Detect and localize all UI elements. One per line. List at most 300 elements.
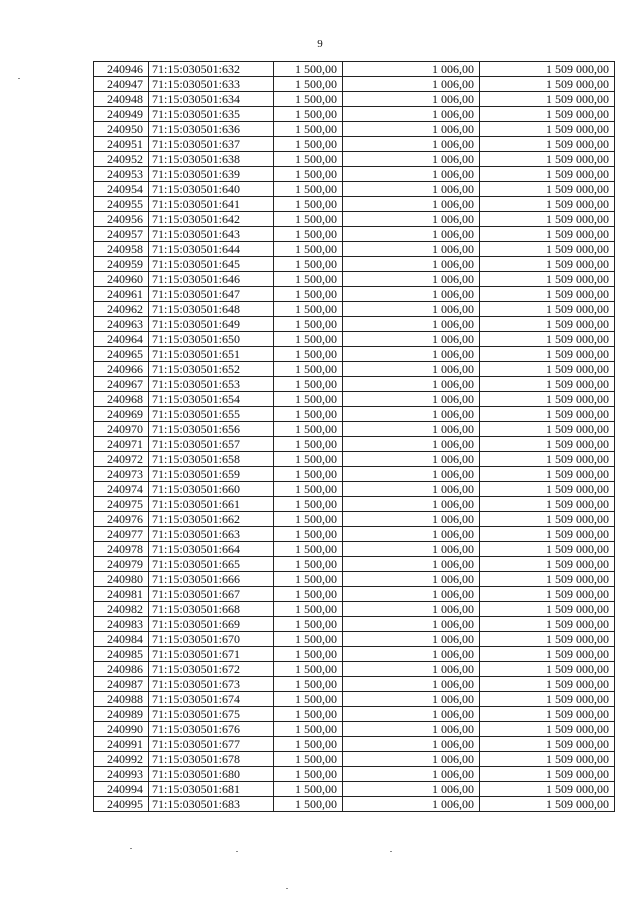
record-number-cell: 240962 bbox=[94, 302, 149, 317]
total-value-cell: 1 509 000,00 bbox=[480, 92, 615, 107]
total-value-cell: 1 509 000,00 bbox=[480, 617, 615, 632]
table-row bbox=[94, 632, 615, 647]
table-row bbox=[94, 662, 615, 677]
record-number-cell: 240976 bbox=[94, 512, 149, 527]
area-cell: 1 500,00 bbox=[274, 92, 343, 107]
table-row bbox=[94, 587, 615, 602]
cadastral-number-cell: 71:15:030501:640 bbox=[149, 182, 274, 197]
table-row bbox=[94, 197, 615, 212]
total-value-cell: 1 509 000,00 bbox=[480, 137, 615, 152]
record-number-cell: 240964 bbox=[94, 332, 149, 347]
area-cell: 1 500,00 bbox=[274, 422, 343, 437]
unit-price-cell: 1 006,00 bbox=[343, 182, 480, 197]
record-number-cell: 240959 bbox=[94, 257, 149, 272]
total-value-cell: 1 509 000,00 bbox=[480, 167, 615, 182]
area-cell: 1 500,00 bbox=[274, 227, 343, 242]
table-row bbox=[94, 602, 615, 617]
area-cell: 1 500,00 bbox=[274, 722, 343, 737]
area-cell: 1 500,00 bbox=[274, 332, 343, 347]
record-number-cell: 240965 bbox=[94, 347, 149, 362]
cadastral-number-cell: 71:15:030501:654 bbox=[149, 392, 274, 407]
area-cell: 1 500,00 bbox=[274, 557, 343, 572]
table-row bbox=[94, 242, 615, 257]
cadastral-number-cell: 71:15:030501:671 bbox=[149, 647, 274, 662]
area-cell: 1 500,00 bbox=[274, 182, 343, 197]
record-number-cell: 240953 bbox=[94, 167, 149, 182]
total-value-cell: 1 509 000,00 bbox=[480, 602, 615, 617]
total-value-cell: 1 509 000,00 bbox=[480, 782, 615, 797]
unit-price-cell: 1 006,00 bbox=[343, 737, 480, 752]
area-cell: 1 500,00 bbox=[274, 647, 343, 662]
cadastral-number-cell: 71:15:030501:683 bbox=[149, 797, 274, 812]
total-value-cell: 1 509 000,00 bbox=[480, 182, 615, 197]
record-number-cell: 240946 bbox=[94, 62, 149, 77]
total-value-cell: 1 509 000,00 bbox=[480, 122, 615, 137]
unit-price-cell: 1 006,00 bbox=[343, 317, 480, 332]
total-value-cell: 1 509 000,00 bbox=[480, 362, 615, 377]
cadastral-number-cell: 71:15:030501:665 bbox=[149, 557, 274, 572]
total-value-cell: 1 509 000,00 bbox=[480, 512, 615, 527]
record-number-cell: 240968 bbox=[94, 392, 149, 407]
table-row bbox=[94, 767, 615, 782]
total-value-cell: 1 509 000,00 bbox=[480, 212, 615, 227]
area-cell: 1 500,00 bbox=[274, 602, 343, 617]
unit-price-cell: 1 006,00 bbox=[343, 512, 480, 527]
table-row bbox=[94, 377, 615, 392]
total-value-cell: 1 509 000,00 bbox=[480, 452, 615, 467]
cadastral-number-cell: 71:15:030501:632 bbox=[149, 62, 274, 77]
area-cell: 1 500,00 bbox=[274, 512, 343, 527]
cadastral-number-cell: 71:15:030501:639 bbox=[149, 167, 274, 182]
table-row bbox=[94, 317, 615, 332]
unit-price-cell: 1 006,00 bbox=[343, 647, 480, 662]
unit-price-cell: 1 006,00 bbox=[343, 527, 480, 542]
record-number-cell: 240981 bbox=[94, 587, 149, 602]
cadastral-number-cell: 71:15:030501:676 bbox=[149, 722, 274, 737]
cadastral-number-cell: 71:15:030501:661 bbox=[149, 497, 274, 512]
cadastral-number-cell: 71:15:030501:633 bbox=[149, 77, 274, 92]
record-number-cell: 240990 bbox=[94, 722, 149, 737]
total-value-cell: 1 509 000,00 bbox=[480, 497, 615, 512]
total-value-cell: 1 509 000,00 bbox=[480, 317, 615, 332]
total-value-cell: 1 509 000,00 bbox=[480, 767, 615, 782]
area-cell: 1 500,00 bbox=[274, 737, 343, 752]
total-value-cell: 1 509 000,00 bbox=[480, 692, 615, 707]
cadastral-number-cell: 71:15:030501:669 bbox=[149, 617, 274, 632]
unit-price-cell: 1 006,00 bbox=[343, 617, 480, 632]
record-number-cell: 240993 bbox=[94, 767, 149, 782]
area-cell: 1 500,00 bbox=[274, 392, 343, 407]
table-row bbox=[94, 752, 615, 767]
cadastral-number-cell: 71:15:030501:638 bbox=[149, 152, 274, 167]
area-cell: 1 500,00 bbox=[274, 482, 343, 497]
cadastral-number-cell: 71:15:030501:662 bbox=[149, 512, 274, 527]
record-number-cell: 240960 bbox=[94, 272, 149, 287]
unit-price-cell: 1 006,00 bbox=[343, 212, 480, 227]
cadastral-number-cell: 71:15:030501:663 bbox=[149, 527, 274, 542]
record-number-cell: 240984 bbox=[94, 632, 149, 647]
table-row bbox=[94, 182, 615, 197]
total-value-cell: 1 509 000,00 bbox=[480, 377, 615, 392]
total-value-cell: 1 509 000,00 bbox=[480, 482, 615, 497]
table-row bbox=[94, 647, 615, 662]
record-number-cell: 240963 bbox=[94, 317, 149, 332]
table-row bbox=[94, 782, 615, 797]
cadastral-number-cell: 71:15:030501:645 bbox=[149, 257, 274, 272]
cadastral-number-cell: 71:15:030501:670 bbox=[149, 632, 274, 647]
record-number-cell: 240951 bbox=[94, 137, 149, 152]
total-value-cell: 1 509 000,00 bbox=[480, 737, 615, 752]
record-number-cell: 240986 bbox=[94, 662, 149, 677]
table-row bbox=[94, 407, 615, 422]
area-cell: 1 500,00 bbox=[274, 197, 343, 212]
cadastral-number-cell: 71:15:030501:680 bbox=[149, 767, 274, 782]
table-row bbox=[94, 452, 615, 467]
area-cell: 1 500,00 bbox=[274, 242, 343, 257]
scan-speck bbox=[18, 78, 20, 79]
unit-price-cell: 1 006,00 bbox=[343, 662, 480, 677]
unit-price-cell: 1 006,00 bbox=[343, 407, 480, 422]
area-cell: 1 500,00 bbox=[274, 527, 343, 542]
unit-price-cell: 1 006,00 bbox=[343, 227, 480, 242]
record-number-cell: 240948 bbox=[94, 92, 149, 107]
cadastral-number-cell: 71:15:030501:681 bbox=[149, 782, 274, 797]
record-number-cell: 240958 bbox=[94, 242, 149, 257]
unit-price-cell: 1 006,00 bbox=[343, 302, 480, 317]
cadastral-number-cell: 71:15:030501:646 bbox=[149, 272, 274, 287]
record-number-cell: 240967 bbox=[94, 377, 149, 392]
table-row bbox=[94, 257, 615, 272]
area-cell: 1 500,00 bbox=[274, 152, 343, 167]
record-number-cell: 240980 bbox=[94, 572, 149, 587]
cadastral-number-cell: 71:15:030501:636 bbox=[149, 122, 274, 137]
total-value-cell: 1 509 000,00 bbox=[480, 287, 615, 302]
table-row bbox=[94, 347, 615, 362]
unit-price-cell: 1 006,00 bbox=[343, 467, 480, 482]
total-value-cell: 1 509 000,00 bbox=[480, 77, 615, 92]
table-row bbox=[94, 677, 615, 692]
cadastral-number-cell: 71:15:030501:642 bbox=[149, 212, 274, 227]
total-value-cell: 1 509 000,00 bbox=[480, 632, 615, 647]
total-value-cell: 1 509 000,00 bbox=[480, 392, 615, 407]
cadastral-number-cell: 71:15:030501:653 bbox=[149, 377, 274, 392]
unit-price-cell: 1 006,00 bbox=[343, 677, 480, 692]
total-value-cell: 1 509 000,00 bbox=[480, 722, 615, 737]
area-cell: 1 500,00 bbox=[274, 137, 343, 152]
record-number-cell: 240989 bbox=[94, 707, 149, 722]
table-row bbox=[94, 227, 615, 242]
area-cell: 1 500,00 bbox=[274, 437, 343, 452]
total-value-cell: 1 509 000,00 bbox=[480, 662, 615, 677]
cadastral-number-cell: 71:15:030501:643 bbox=[149, 227, 274, 242]
area-cell: 1 500,00 bbox=[274, 122, 343, 137]
table-row bbox=[94, 137, 615, 152]
cadastral-number-cell: 71:15:030501:652 bbox=[149, 362, 274, 377]
record-number-cell: 240971 bbox=[94, 437, 149, 452]
table-row bbox=[94, 542, 615, 557]
unit-price-cell: 1 006,00 bbox=[343, 377, 480, 392]
area-cell: 1 500,00 bbox=[274, 302, 343, 317]
unit-price-cell: 1 006,00 bbox=[343, 632, 480, 647]
table-row bbox=[94, 797, 615, 812]
area-cell: 1 500,00 bbox=[274, 782, 343, 797]
area-cell: 1 500,00 bbox=[274, 317, 343, 332]
record-number-cell: 240954 bbox=[94, 182, 149, 197]
cadastral-number-cell: 71:15:030501:677 bbox=[149, 737, 274, 752]
area-cell: 1 500,00 bbox=[274, 707, 343, 722]
total-value-cell: 1 509 000,00 bbox=[480, 797, 615, 812]
cadastral-number-cell: 71:15:030501:667 bbox=[149, 587, 274, 602]
total-value-cell: 1 509 000,00 bbox=[480, 467, 615, 482]
area-cell: 1 500,00 bbox=[274, 407, 343, 422]
record-number-cell: 240952 bbox=[94, 152, 149, 167]
cadastral-number-cell: 71:15:030501:649 bbox=[149, 317, 274, 332]
total-value-cell: 1 509 000,00 bbox=[480, 197, 615, 212]
total-value-cell: 1 509 000,00 bbox=[480, 242, 615, 257]
area-cell: 1 500,00 bbox=[274, 542, 343, 557]
record-number-cell: 240947 bbox=[94, 77, 149, 92]
unit-price-cell: 1 006,00 bbox=[343, 707, 480, 722]
area-cell: 1 500,00 bbox=[274, 497, 343, 512]
cadastral-number-cell: 71:15:030501:658 bbox=[149, 452, 274, 467]
table-row bbox=[94, 692, 615, 707]
area-cell: 1 500,00 bbox=[274, 797, 343, 812]
table-row bbox=[94, 737, 615, 752]
table-row bbox=[94, 437, 615, 452]
record-number-cell: 240961 bbox=[94, 287, 149, 302]
cadastral-number-cell: 71:15:030501:641 bbox=[149, 197, 274, 212]
total-value-cell: 1 509 000,00 bbox=[480, 272, 615, 287]
record-number-cell: 240994 bbox=[94, 782, 149, 797]
unit-price-cell: 1 006,00 bbox=[343, 347, 480, 362]
record-number-cell: 240966 bbox=[94, 362, 149, 377]
total-value-cell: 1 509 000,00 bbox=[480, 407, 615, 422]
unit-price-cell: 1 006,00 bbox=[343, 77, 480, 92]
unit-price-cell: 1 006,00 bbox=[343, 482, 480, 497]
area-cell: 1 500,00 bbox=[274, 167, 343, 182]
unit-price-cell: 1 006,00 bbox=[343, 167, 480, 182]
cadastral-number-cell: 71:15:030501:672 bbox=[149, 662, 274, 677]
total-value-cell: 1 509 000,00 bbox=[480, 542, 615, 557]
record-number-cell: 240969 bbox=[94, 407, 149, 422]
area-cell: 1 500,00 bbox=[274, 692, 343, 707]
record-number-cell: 240979 bbox=[94, 557, 149, 572]
cadastral-number-cell: 71:15:030501:656 bbox=[149, 422, 274, 437]
scan-speck bbox=[236, 851, 238, 852]
unit-price-cell: 1 006,00 bbox=[343, 497, 480, 512]
record-number-cell: 240972 bbox=[94, 452, 149, 467]
table-row bbox=[94, 122, 615, 137]
record-number-cell: 240982 bbox=[94, 602, 149, 617]
unit-price-cell: 1 006,00 bbox=[343, 422, 480, 437]
table-row bbox=[94, 107, 615, 122]
scan-speck bbox=[130, 848, 132, 849]
unit-price-cell: 1 006,00 bbox=[343, 92, 480, 107]
area-cell: 1 500,00 bbox=[274, 347, 343, 362]
area-cell: 1 500,00 bbox=[274, 662, 343, 677]
table-row bbox=[94, 572, 615, 587]
table-row bbox=[94, 617, 615, 632]
total-value-cell: 1 509 000,00 bbox=[480, 107, 615, 122]
unit-price-cell: 1 006,00 bbox=[343, 797, 480, 812]
scan-speck bbox=[286, 888, 288, 889]
table-row bbox=[94, 92, 615, 107]
table-row bbox=[94, 707, 615, 722]
area-cell: 1 500,00 bbox=[274, 452, 343, 467]
unit-price-cell: 1 006,00 bbox=[343, 332, 480, 347]
cadastral-number-cell: 71:15:030501:673 bbox=[149, 677, 274, 692]
total-value-cell: 1 509 000,00 bbox=[480, 707, 615, 722]
area-cell: 1 500,00 bbox=[274, 257, 343, 272]
table-row bbox=[94, 212, 615, 227]
record-number-cell: 240949 bbox=[94, 107, 149, 122]
total-value-cell: 1 509 000,00 bbox=[480, 587, 615, 602]
table-row bbox=[94, 272, 615, 287]
unit-price-cell: 1 006,00 bbox=[343, 692, 480, 707]
area-cell: 1 500,00 bbox=[274, 107, 343, 122]
unit-price-cell: 1 006,00 bbox=[343, 107, 480, 122]
record-number-cell: 240991 bbox=[94, 737, 149, 752]
unit-price-cell: 1 006,00 bbox=[343, 272, 480, 287]
cadastral-number-cell: 71:15:030501:651 bbox=[149, 347, 274, 362]
area-cell: 1 500,00 bbox=[274, 62, 343, 77]
table-row bbox=[94, 152, 615, 167]
unit-price-cell: 1 006,00 bbox=[343, 242, 480, 257]
area-cell: 1 500,00 bbox=[274, 287, 343, 302]
area-cell: 1 500,00 bbox=[274, 677, 343, 692]
record-number-cell: 240974 bbox=[94, 482, 149, 497]
unit-price-cell: 1 006,00 bbox=[343, 287, 480, 302]
unit-price-cell: 1 006,00 bbox=[343, 722, 480, 737]
unit-price-cell: 1 006,00 bbox=[343, 557, 480, 572]
table-row bbox=[94, 392, 615, 407]
unit-price-cell: 1 006,00 bbox=[343, 587, 480, 602]
record-number-cell: 240995 bbox=[94, 797, 149, 812]
record-number-cell: 240987 bbox=[94, 677, 149, 692]
table-row bbox=[94, 422, 615, 437]
area-cell: 1 500,00 bbox=[274, 272, 343, 287]
record-number-cell: 240992 bbox=[94, 752, 149, 767]
area-cell: 1 500,00 bbox=[274, 587, 343, 602]
total-value-cell: 1 509 000,00 bbox=[480, 752, 615, 767]
cadastral-number-cell: 71:15:030501:635 bbox=[149, 107, 274, 122]
area-cell: 1 500,00 bbox=[274, 767, 343, 782]
unit-price-cell: 1 006,00 bbox=[343, 602, 480, 617]
unit-price-cell: 1 006,00 bbox=[343, 782, 480, 797]
area-cell: 1 500,00 bbox=[274, 467, 343, 482]
record-number-cell: 240955 bbox=[94, 197, 149, 212]
cadastral-number-cell: 71:15:030501:657 bbox=[149, 437, 274, 452]
unit-price-cell: 1 006,00 bbox=[343, 197, 480, 212]
table-row bbox=[94, 482, 615, 497]
unit-price-cell: 1 006,00 bbox=[343, 752, 480, 767]
record-number-cell: 240983 bbox=[94, 617, 149, 632]
total-value-cell: 1 509 000,00 bbox=[480, 152, 615, 167]
unit-price-cell: 1 006,00 bbox=[343, 572, 480, 587]
table-row bbox=[94, 497, 615, 512]
table-row bbox=[94, 527, 615, 542]
cadastral-number-cell: 71:15:030501:634 bbox=[149, 92, 274, 107]
land-plot-table bbox=[93, 61, 615, 812]
total-value-cell: 1 509 000,00 bbox=[480, 647, 615, 662]
total-value-cell: 1 509 000,00 bbox=[480, 347, 615, 362]
cadastral-number-cell: 71:15:030501:659 bbox=[149, 467, 274, 482]
page-number: 9 bbox=[317, 38, 323, 50]
total-value-cell: 1 509 000,00 bbox=[480, 62, 615, 77]
cadastral-number-cell: 71:15:030501:655 bbox=[149, 407, 274, 422]
total-value-cell: 1 509 000,00 bbox=[480, 677, 615, 692]
unit-price-cell: 1 006,00 bbox=[343, 62, 480, 77]
unit-price-cell: 1 006,00 bbox=[343, 767, 480, 782]
record-number-cell: 240975 bbox=[94, 497, 149, 512]
cadastral-number-cell: 71:15:030501:678 bbox=[149, 752, 274, 767]
unit-price-cell: 1 006,00 bbox=[343, 437, 480, 452]
total-value-cell: 1 509 000,00 bbox=[480, 527, 615, 542]
record-number-cell: 240970 bbox=[94, 422, 149, 437]
total-value-cell: 1 509 000,00 bbox=[480, 227, 615, 242]
record-number-cell: 240977 bbox=[94, 527, 149, 542]
table-row bbox=[94, 332, 615, 347]
total-value-cell: 1 509 000,00 bbox=[480, 302, 615, 317]
unit-price-cell: 1 006,00 bbox=[343, 137, 480, 152]
record-number-cell: 240978 bbox=[94, 542, 149, 557]
cadastral-number-cell: 71:15:030501:644 bbox=[149, 242, 274, 257]
table-row bbox=[94, 557, 615, 572]
table-body bbox=[94, 62, 615, 812]
area-cell: 1 500,00 bbox=[274, 617, 343, 632]
unit-price-cell: 1 006,00 bbox=[343, 152, 480, 167]
record-number-cell: 240988 bbox=[94, 692, 149, 707]
area-cell: 1 500,00 bbox=[274, 212, 343, 227]
cadastral-number-cell: 71:15:030501:648 bbox=[149, 302, 274, 317]
cadastral-number-cell: 71:15:030501:675 bbox=[149, 707, 274, 722]
cadastral-number-cell: 71:15:030501:637 bbox=[149, 137, 274, 152]
record-number-cell: 240985 bbox=[94, 647, 149, 662]
unit-price-cell: 1 006,00 bbox=[343, 392, 480, 407]
unit-price-cell: 1 006,00 bbox=[343, 122, 480, 137]
unit-price-cell: 1 006,00 bbox=[343, 452, 480, 467]
cadastral-number-cell: 71:15:030501:664 bbox=[149, 542, 274, 557]
cadastral-number-cell: 71:15:030501:650 bbox=[149, 332, 274, 347]
area-cell: 1 500,00 bbox=[274, 572, 343, 587]
unit-price-cell: 1 006,00 bbox=[343, 257, 480, 272]
area-cell: 1 500,00 bbox=[274, 377, 343, 392]
table-row bbox=[94, 62, 615, 77]
area-cell: 1 500,00 bbox=[274, 362, 343, 377]
cadastral-number-cell: 71:15:030501:668 bbox=[149, 602, 274, 617]
record-number-cell: 240957 bbox=[94, 227, 149, 242]
table-row bbox=[94, 362, 615, 377]
scan-speck bbox=[390, 851, 392, 852]
area-cell: 1 500,00 bbox=[274, 77, 343, 92]
cadastral-number-cell: 71:15:030501:666 bbox=[149, 572, 274, 587]
table-row bbox=[94, 77, 615, 92]
total-value-cell: 1 509 000,00 bbox=[480, 572, 615, 587]
unit-price-cell: 1 006,00 bbox=[343, 542, 480, 557]
total-value-cell: 1 509 000,00 bbox=[480, 422, 615, 437]
table-row bbox=[94, 722, 615, 737]
total-value-cell: 1 509 000,00 bbox=[480, 332, 615, 347]
table-row bbox=[94, 512, 615, 527]
table-row bbox=[94, 302, 615, 317]
total-value-cell: 1 509 000,00 bbox=[480, 557, 615, 572]
table-row bbox=[94, 167, 615, 182]
total-value-cell: 1 509 000,00 bbox=[480, 437, 615, 452]
table-row bbox=[94, 287, 615, 302]
cadastral-number-cell: 71:15:030501:660 bbox=[149, 482, 274, 497]
unit-price-cell: 1 006,00 bbox=[343, 362, 480, 377]
record-number-cell: 240956 bbox=[94, 212, 149, 227]
